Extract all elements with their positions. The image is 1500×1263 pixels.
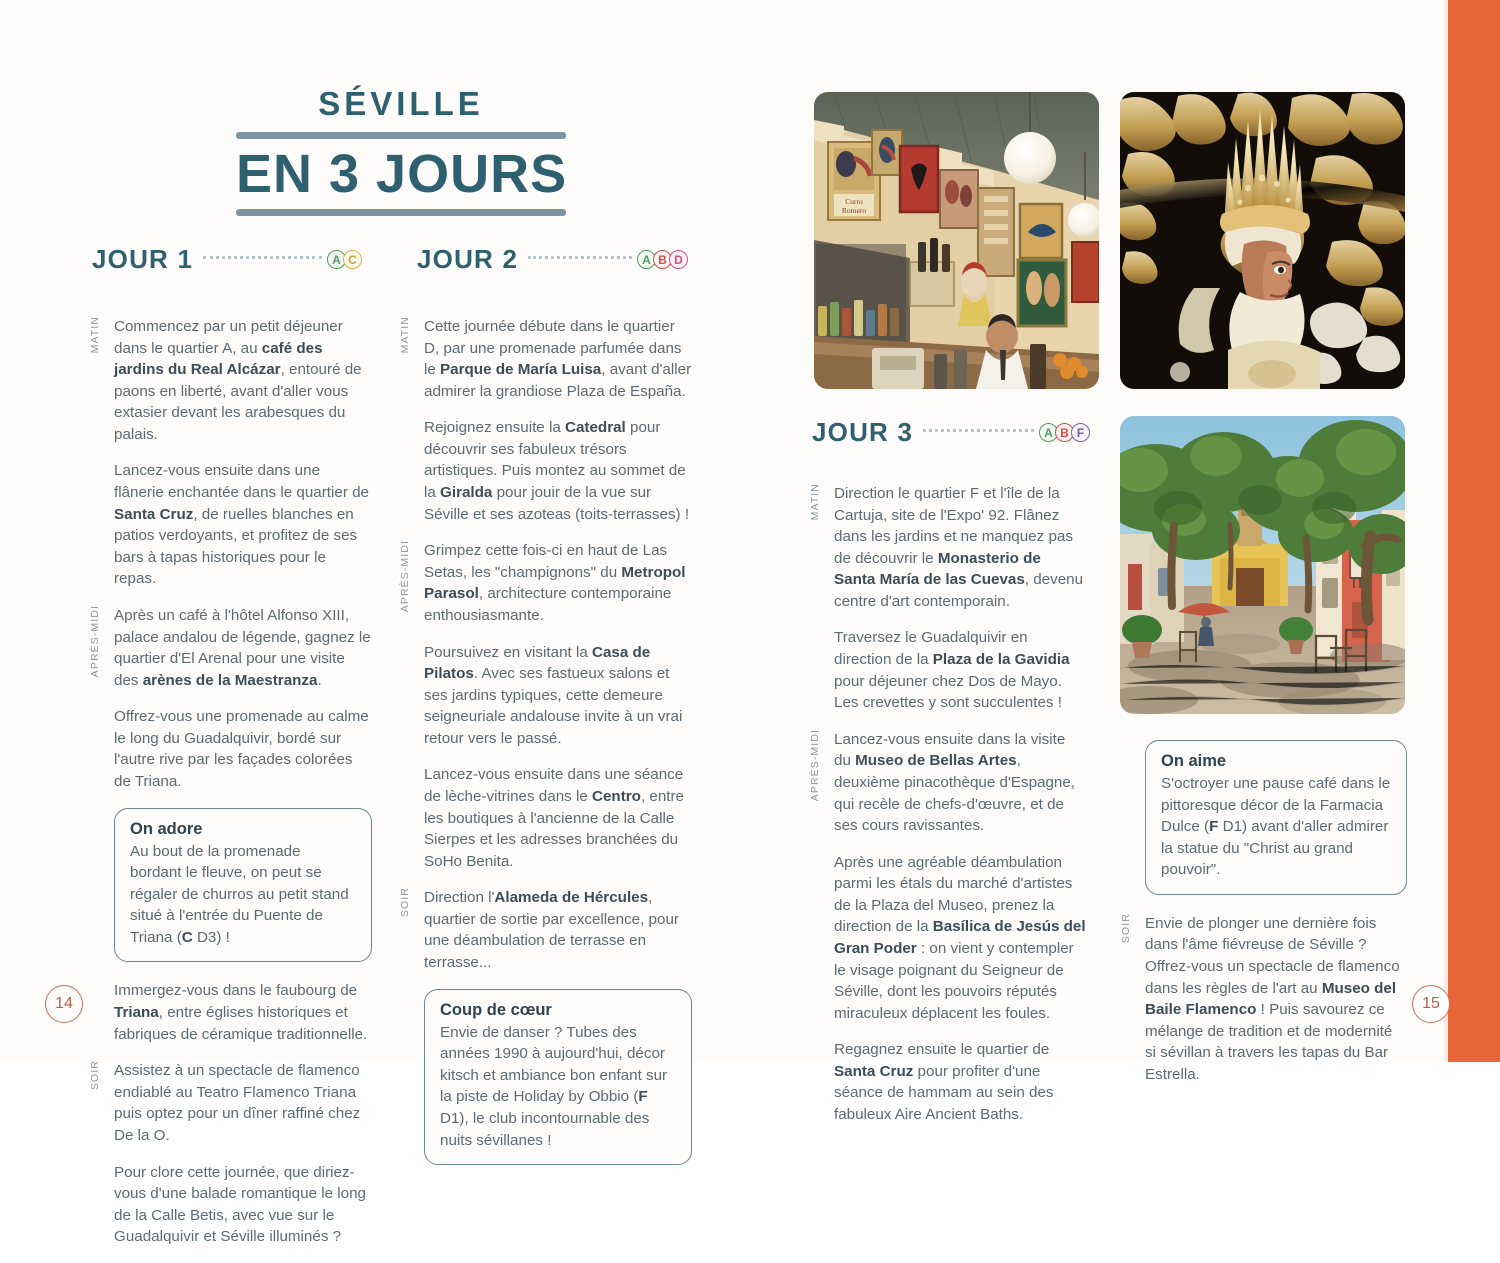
day-header-jour-2: [417, 244, 688, 275]
svg-text:Curro: Curro: [845, 197, 863, 206]
page-number-right: 15: [1412, 985, 1450, 1023]
paragraph: [89, 604, 372, 691]
svg-text:Romero: Romero: [841, 206, 867, 215]
zone-badge-c: C: [343, 250, 362, 269]
paragraph: [114, 980, 372, 1045]
paragraph-text: Direction l'Alameda de Hércules, quartier de sortie par excellence, pour une déambulation de terrasse en terrasse...: [424, 889, 679, 972]
callout-body: S'octroyer une pause café dans le pittoresque décor de la Farmacia Dulce (F D1) avant d'aller admirer la statue du "Christ au grand pouvoir".: [1161, 775, 1391, 879]
paragraph-text: Après une agréable déambulation parmi les étals du marché d'artistes de la Plaza del Museo, prenez la direction de la Basílica de Jesús del Gran Poder : on vient y contempler le visage poignant du Seigneur de Séville, dont les pouvoirs réputés miraculeux déplacent les foules.: [834, 853, 1086, 1022]
paragraph: [424, 642, 692, 750]
time-label-matin: MATIN: [809, 483, 821, 521]
paragraph: [1120, 912, 1407, 1086]
time-label-apres-midi: APRÈS-MIDI: [809, 728, 821, 802]
paragraph-text: Poursuivez en visitant la Casa de Pilatos. Avec ses fastueux salons et ses jardins typiques, cette demeure seigneuriale andalouse invite à un vrai retour vers le passé.: [424, 643, 683, 747]
paragraph: [809, 483, 1086, 612]
photo-virgin-statue: [1120, 92, 1405, 389]
paragraph-text: Direction le quartier F et l'île de la Cartuja, site de l'Expo' 92. Flânez dans les jardins et ne manquez pas de découvrir le Monasterio de Santa María de las Cuevas, devenu centre d'art contemporain.: [834, 485, 1084, 610]
photo-bar-interior: [814, 92, 1099, 389]
day-header-jour-1: [92, 244, 362, 275]
day-header-jour-3: [812, 417, 1090, 448]
paragraph: [424, 417, 692, 525]
paragraph: [114, 1162, 372, 1248]
time-label-apres-midi: APRÈS-MIDI: [89, 604, 101, 678]
paragraph-text: Après un café à l'hôtel Alfonso XIII, palace andalou de légende, gagnez le quartier d'El Arenal pour une visite des arènes de la Maestranza.: [114, 606, 371, 689]
callout-title: On adore: [130, 819, 203, 838]
paragraph-text: Offrez-vous une promenade au calme le long du Guadalquivir, bordé sur l'autre rive par les façades colorées de Triana.: [114, 708, 369, 790]
title-city: SÉVILLE: [318, 85, 484, 122]
orange-edge-band: [1448, 0, 1500, 1062]
paragraph: [114, 706, 372, 792]
day-content-jour-3-right: [1120, 740, 1407, 1101]
zone-badge-a: A: [327, 250, 346, 269]
time-label-matin: MATIN: [89, 316, 101, 354]
title-main: EN 3 JOURS: [236, 144, 568, 205]
paragraph-text: Traversez le Guadalquivir en direction de la Plaza de la Gavidia pour déjeuner chez Dos de Mayo. Les crevettes y sont succulentes !: [834, 629, 1070, 712]
photo-bar-interior-graphic: [814, 92, 1099, 389]
dotted-leader: [528, 255, 632, 259]
page-title: [236, 86, 566, 216]
time-label-apres-midi: APRÈS-MIDI: [399, 540, 411, 613]
day-title-jour-2: JOUR 2: [417, 244, 519, 274]
day-content-jour-3: [809, 483, 1086, 1141]
day-badges-jour-3: [1042, 423, 1090, 442]
paragraph: [809, 728, 1086, 837]
zone-badge-b: B: [1055, 423, 1074, 442]
callout-on-adore: [114, 808, 372, 963]
paragraph-text: Cette journée débute dans le quartier D, par une promenade parfumée dans le Parque de María Luisa, avant d'aller admirer la grandiose Plaza de España.: [424, 318, 692, 400]
callout-body: Envie de danser ? Tubes des années 1990 à aujourd'hui, décor kitsch et ambiance bon enfant sur la piste de Holiday by Obbio (F D1), le club incontournable des nuits sévillanes !: [440, 1023, 668, 1149]
zone-badge-b: B: [653, 250, 672, 269]
paragraph-text: Lancez-vous ensuite dans une flânerie enchantée dans le quartier de Santa Cruz, de ruelles blanches en patios verdoyants, et profitez de ses bars à tapas historiques pour le repas.: [114, 462, 369, 588]
time-label-soir: SOIR: [89, 1060, 101, 1091]
paragraph-text: Grimpez cette fois-ci en haut de Las Setas, les "champignons" du Metropol Parasol, architecture contemporaine enthousiasmante.: [424, 542, 686, 624]
paragraph-text: Assistez à un spectacle de flamenco endiablé au Teatro Flamenco Triana puis optez pour un dîner raffiné chez De la O.: [114, 1062, 361, 1144]
paragraph-text: Pour clore cette journée, que diriez-vous d'une balade romantique le long de la Calle Betis, avec vue sur le Guadalquivir et Séville illuminés ?: [114, 1163, 366, 1246]
title-rule-top: [236, 132, 566, 139]
paragraph: [399, 887, 692, 973]
paragraph: [834, 1039, 1086, 1125]
callout-body: Au bout de la promenade bordant le fleuve, on peut se régaler de churros au petit stand situé à l'entrée du Puente de Triana (C D3) !: [130, 842, 349, 946]
paragraph-text: Immergez-vous dans le faubourg de Triana, entre églises historiques et fabriques de céramique traditionnelle.: [114, 982, 368, 1043]
paragraph: [399, 540, 692, 626]
callout-on-aime: [1145, 740, 1407, 895]
time-label-soir: SOIR: [399, 887, 411, 918]
callout-coup-de-coeur: [424, 989, 692, 1165]
dotted-leader: [203, 255, 322, 259]
photo-plaza-street-graphic: [1120, 416, 1405, 714]
zone-badge-a: A: [1039, 423, 1058, 442]
day-badges-jour-2: [640, 250, 688, 269]
zone-badge-d: D: [669, 250, 688, 269]
paragraph-text: Lancez-vous ensuite dans une séance de lèche-vitrines dans le Centro, entre les boutiques à l'ancienne de la Calle Sierpes et les adresses branchées du SoHo Benita.: [424, 766, 684, 870]
paragraph: [399, 316, 692, 402]
paragraph: [114, 460, 372, 589]
zone-badge-f: F: [1071, 423, 1090, 442]
paragraph: [834, 852, 1086, 1025]
time-label-soir: SOIR: [1120, 912, 1132, 943]
dotted-leader: [923, 428, 1034, 432]
paragraph-text: Regagnez ensuite le quartier de Santa Cruz pour profiter d'une séance de hammam au sein des fabuleux Aire Ancient Baths.: [834, 1041, 1054, 1124]
paragraph: [424, 764, 692, 872]
title-rule-bottom: [236, 209, 566, 216]
day-badges-jour-1: [330, 250, 362, 269]
paragraph-text: Rejoignez ensuite la Catedral pour découvrir ses fabuleux trésors artistiques. Puis montez au sommet de la Giralda pour jouir de la vue sur Séville et ses azoteas (toits-terrasses) !: [424, 419, 690, 523]
day-title-jour-1: JOUR 1: [92, 244, 194, 274]
paragraph: [89, 316, 372, 445]
day-content-jour-1: [89, 316, 372, 1263]
paragraph-text: Lancez-vous ensuite dans la visite du Museo de Bellas Artes, deuxième pinacothèque d'Espagne, qui recèle de chefs-d'œuvre, et de ses cours ravissantes.: [834, 730, 1076, 835]
time-label-matin: MATIN: [399, 316, 411, 354]
paragraph-text: Commencez par un petit déjeuner dans le quartier A, au café des jardins du Real Alcázar, entouré de paons en liberté, avant d'aller vous extasier devant les arabesques du palais.: [114, 318, 362, 443]
page-number-left: 14: [45, 985, 83, 1023]
paragraph: [89, 1060, 372, 1146]
callout-title: Coup de cœur: [440, 1000, 552, 1019]
photo-virgin-statue-graphic: [1120, 92, 1405, 389]
paragraph: [834, 627, 1086, 713]
day-content-jour-2: [399, 316, 692, 1183]
zone-badge-a: A: [637, 250, 656, 269]
day-title-jour-3: JOUR 3: [812, 417, 914, 447]
photo-plaza-street: [1120, 416, 1405, 714]
callout-title: On aime: [1161, 752, 1227, 770]
paragraph-text: Envie de plonger une dernière fois dans l'âme fiévreuse de Séville ? Offrez-vous un spectacle de flamenco dans les règles de l'art au Museo del Baile Flamenco ! Puis savourez ce mélange de tradition et de modernité si sévillan à travers les tapas du Bar Estrella.: [1145, 914, 1400, 1083]
